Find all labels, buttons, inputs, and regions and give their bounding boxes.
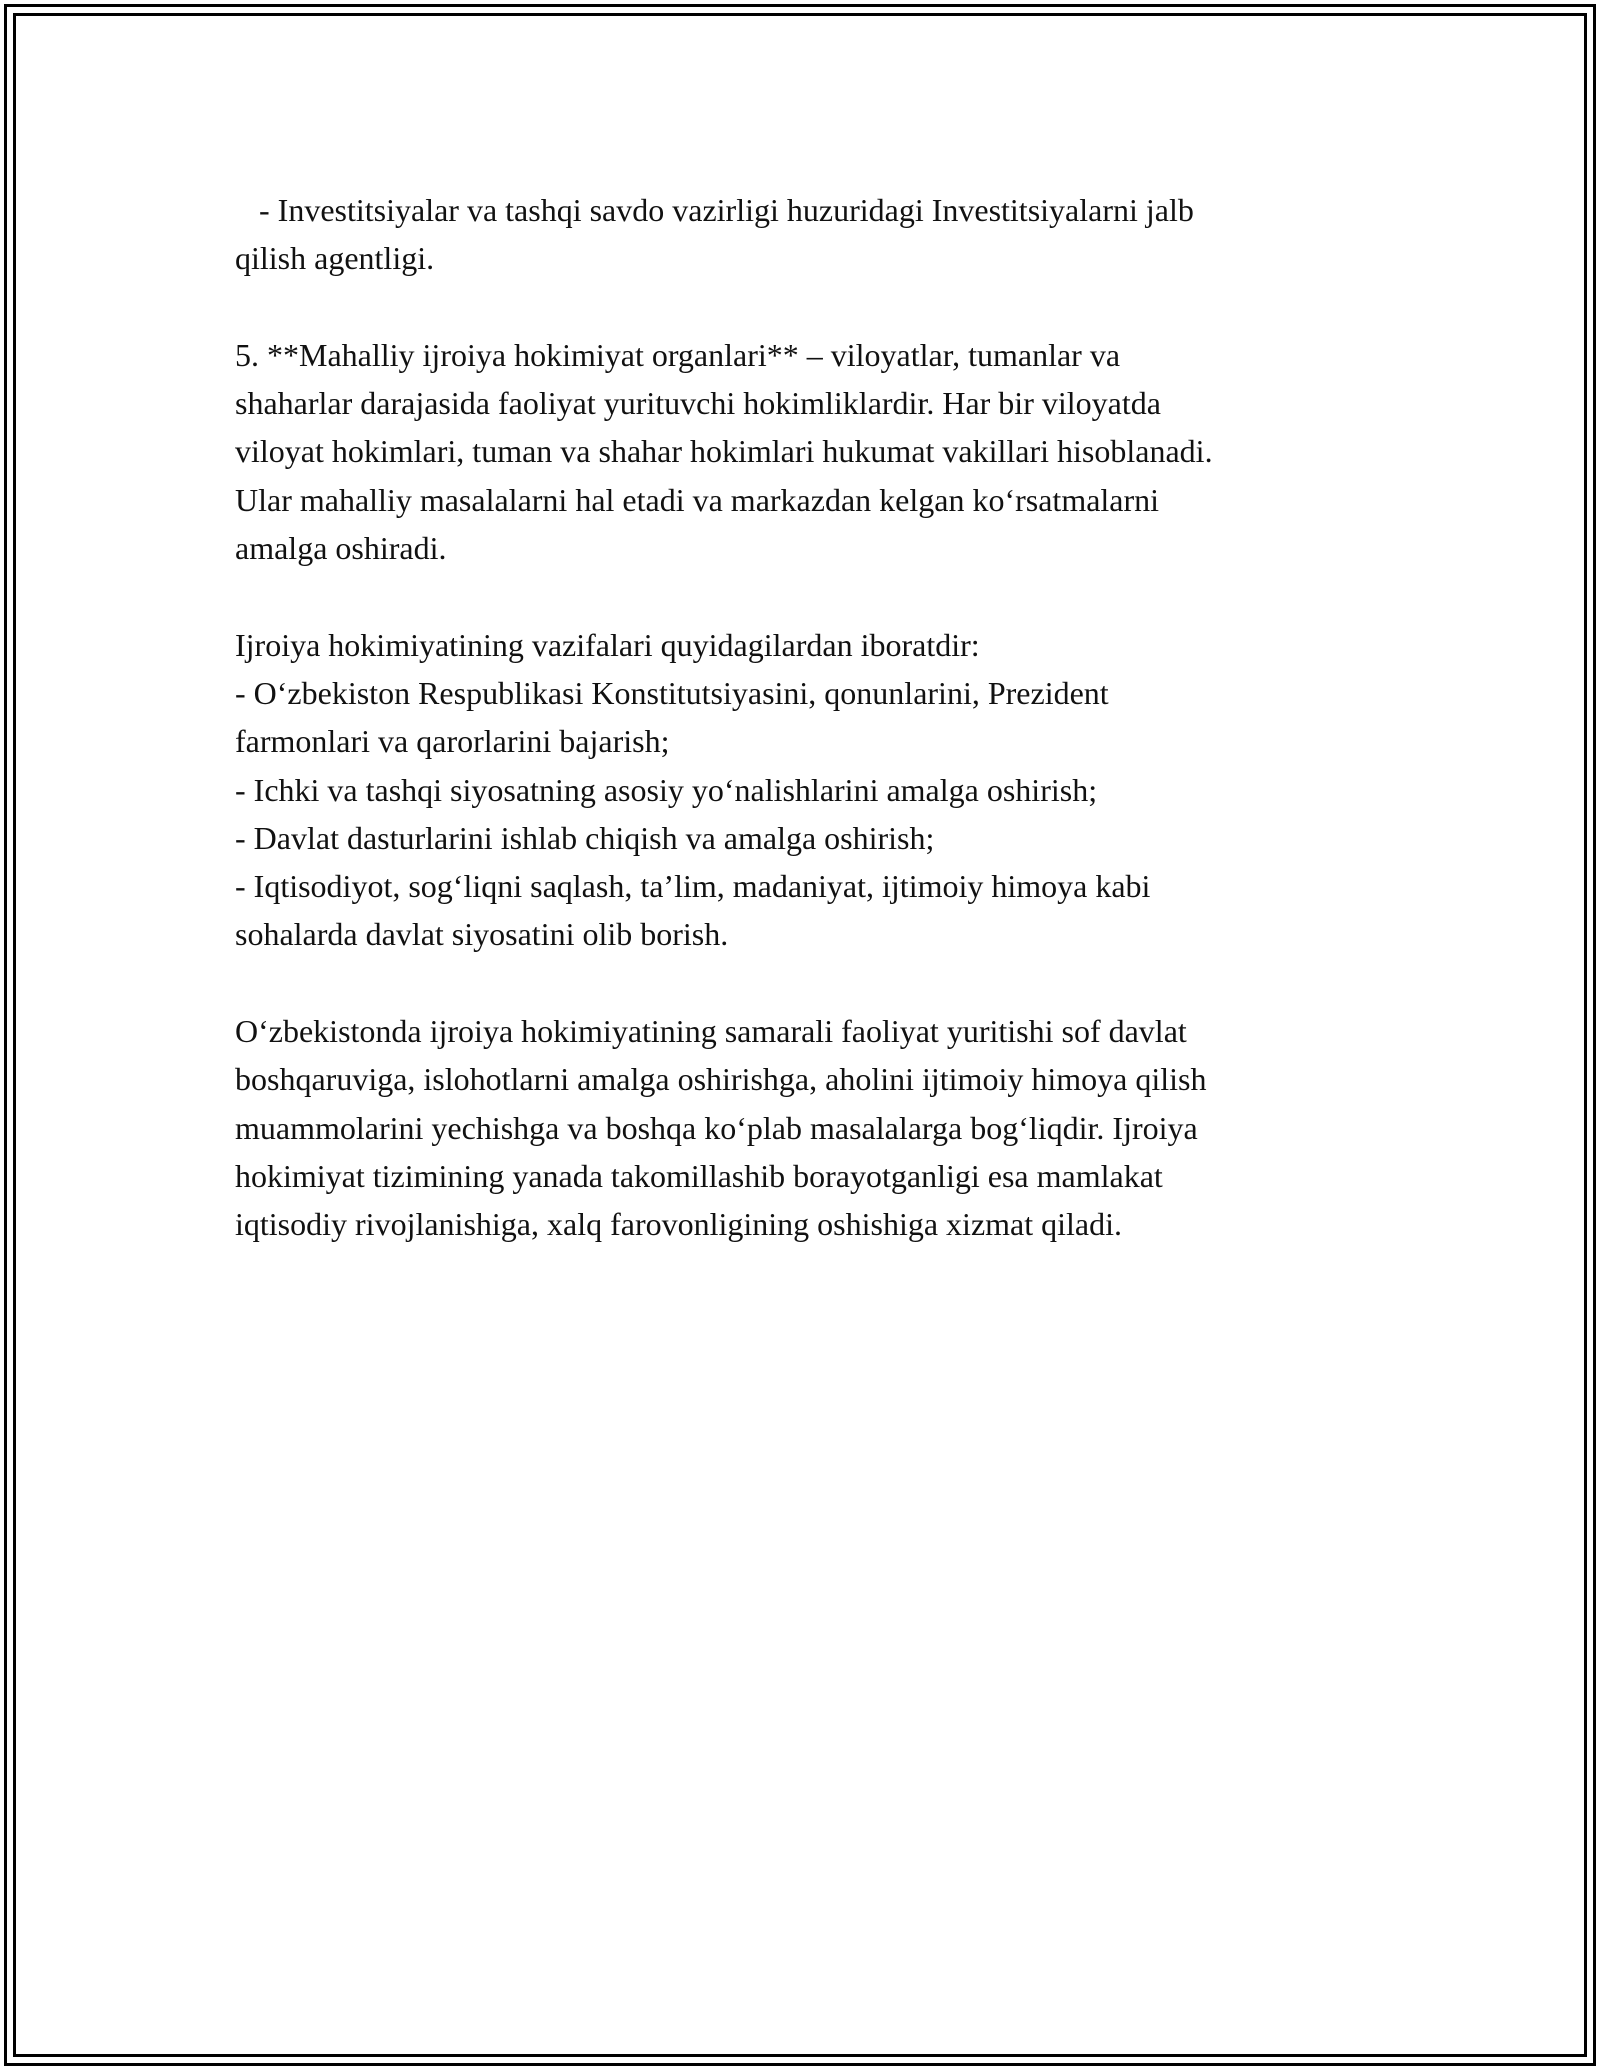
document-body: [235, 186, 1365, 1297]
text-line: - O‘zbekiston Respublikasi Konstitutsiyasini, qonunlarini, Prezident: [235, 674, 1109, 711]
text-line: boshqaruviga, islohotlarni amalga oshirishga, aholini ijtimoiy himoya qilish: [235, 1061, 1207, 1098]
text-line: Ijroiya hokimiyatining vazifalari quyidagilardan iboratdir:: [235, 626, 980, 663]
paragraph-local-executive-bodies: [235, 331, 1365, 572]
text-line: viloyat hokimlari, tuman va shahar hokimlari hukumat vakillari hisoblanadi.: [235, 433, 1213, 470]
text-line: - Investitsiyalar va tashqi savdo vazirligi huzuridagi Investitsiyalarni jalb: [235, 192, 1194, 228]
text-line: farmonlari va qarorlarini bajarish;: [235, 723, 670, 760]
text-line: qilish agentligi.: [235, 240, 435, 277]
paragraph-agency-item: [235, 186, 1365, 283]
text-line: - Ichki va tashqi siyosatning asosiy yo‘nalishlarini amalga oshirish;: [235, 771, 1098, 808]
paragraph-executive-duties: [235, 621, 1365, 959]
text-line: iqtisodiy rivojlanishiga, xalq farovonligining oshishiga xizmat qiladi.: [235, 1206, 1122, 1243]
text-line: hokimiyat tizimining yanada takomillashib borayotganligi esa mamlakat: [235, 1157, 1163, 1194]
text-line: 5. **Mahalliy ijroiya hokimiyat organlari** – viloyatlar, tumanlar va: [235, 336, 1121, 373]
text-line: sohalarda davlat siyosatini olib borish.: [235, 916, 729, 953]
text-line: O‘zbekistonda ijroiya hokimiyatining samarali faoliyat yuritishi sof davlat: [235, 1013, 1187, 1050]
text-line: amalga oshiradi.: [235, 530, 447, 567]
text-line: - Davlat dasturlarini ishlab chiqish va amalga oshirish;: [235, 819, 935, 856]
text-line: muammolarini yechishga va boshqa ko‘plab masalalarga bog‘liqdir. Ijroiya: [235, 1109, 1198, 1146]
text-line: shaharlar darajasida faoliyat yurituvchi hokimliklardir. Har bir viloyatda: [235, 385, 1161, 422]
text-line: Ular mahalliy masalalarni hal etadi va markazdan kelgan ko‘rsatmalarni: [235, 481, 1160, 518]
paragraph-conclusion: [235, 1007, 1365, 1248]
text-line: - Iqtisodiyot, sog‘liqni saqlash, ta’lim, madaniyat, ijtimoiy himoya kabi: [235, 868, 1151, 905]
